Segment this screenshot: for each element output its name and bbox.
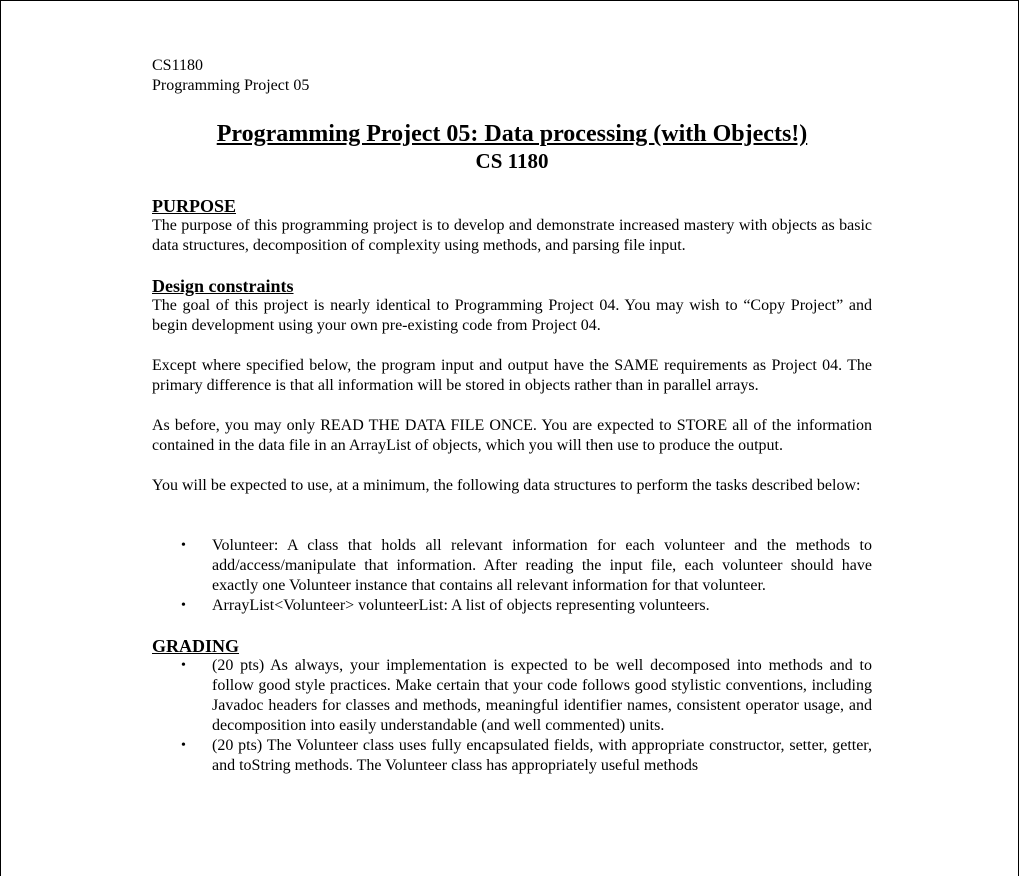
list-item-text: (20 pts) As always, your implementation is expected to be well decomposed into methods and to follow good style practices. Make certain that your code follows good stylistic conventions, including Javadoc headers for classes and methods, meaningful identifier names, consistent operator usage, and decomposition into easily understandable (and well commented) units. <box>212 657 872 734</box>
design-heading: Design constraints <box>152 276 294 296</box>
purpose-section <box>152 196 872 256</box>
document-content <box>152 56 872 776</box>
page-header <box>152 56 872 96</box>
design-bullet-list <box>152 536 872 616</box>
page-subtitle: CS 1180 <box>475 149 549 173</box>
project-label: Programming Project 05 <box>152 77 310 94</box>
page-title: Programming Project 05: Data processing (with Objects!) <box>216 121 808 147</box>
list-item-text: Volunteer: A class that holds all relevant information for each volunteer and the methods to add/access/manipulate that information. After reading the input file, each volunteer should have exactly one Volunteer instance that contains all relevant information for that volunteer. <box>212 537 872 594</box>
list-item-text: ArrayList<Volunteer> volunteerList: A list of objects representing volunteers. <box>212 597 710 614</box>
grading-bullet-list <box>152 656 872 776</box>
bullet-icon: • <box>181 738 186 753</box>
grading-heading: GRADING <box>152 636 240 656</box>
design-paragraph: The goal of this project is nearly identical to Programming Project 04. You may wish to “Copy Project” and begin development using your own pre-existing code from Project 04. <box>152 297 872 334</box>
list-item <box>152 736 872 776</box>
design-paragraph: Except where specified below, the program input and output have the SAME requirements as Project 04. The primary difference is that all information will be stored in objects rather than in parallel arrays. <box>152 357 872 394</box>
bullet-icon: • <box>181 538 186 553</box>
list-item <box>152 596 872 616</box>
course-code: CS1180 <box>152 57 203 74</box>
purpose-heading: PURPOSE <box>152 196 237 216</box>
bullet-icon: • <box>181 658 186 673</box>
design-paragraph: As before, you may only READ THE DATA FILE ONCE. You are expected to STORE all of the information contained in the data file in an ArrayList of objects, which you will then use to produce the output. <box>152 417 872 454</box>
list-item-text: (20 pts) The Volunteer class uses fully encapsulated fields, with appropriate constructor, setter, getter, and toString methods. The Volunteer class has appropriately useful methods <box>212 737 872 774</box>
list-item <box>152 536 872 596</box>
bullet-icon: • <box>181 598 186 613</box>
purpose-text: The purpose of this programming project is to develop and demonstrate increased mastery with objects as basic data structures, decomposition of complexity using methods, and parsing file input. <box>152 217 872 254</box>
title-block <box>152 120 872 174</box>
design-paragraph: You will be expected to use, at a minimum, the following data structures to perform the tasks described below: <box>152 477 861 494</box>
list-item <box>152 656 872 736</box>
grading-section <box>152 636 872 776</box>
design-section <box>152 276 872 616</box>
